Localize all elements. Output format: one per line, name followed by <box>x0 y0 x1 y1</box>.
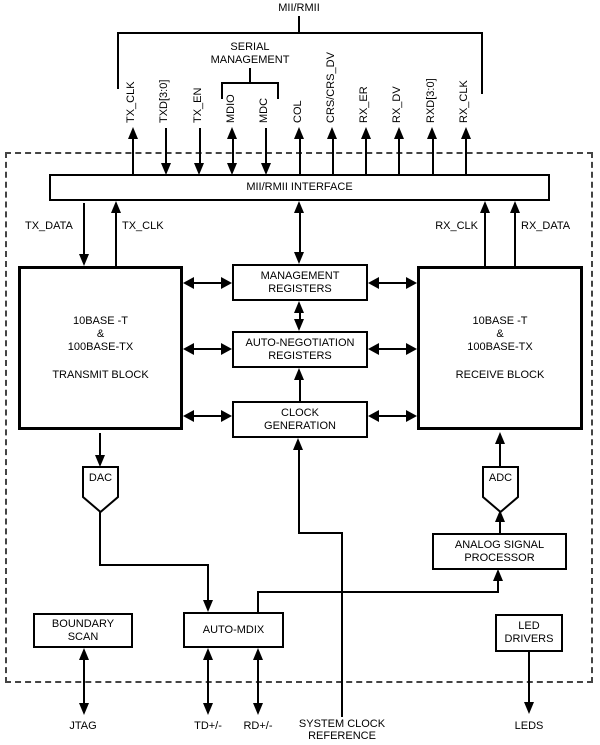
tx-mgmt-line <box>193 282 222 284</box>
signal-label-crs-crs-dv: CRS/CRS_DV <box>324 52 337 123</box>
receive-block-line2: & <box>496 328 504 340</box>
rx-clk-label: RX_CLK <box>435 220 478 232</box>
receive-block-line3: 100BASE-TX <box>467 341 533 353</box>
asp-line2: PROCESSOR <box>464 551 535 564</box>
bus-title-tick <box>298 16 300 33</box>
signal-label-rx-clk: RX_CLK <box>458 80 470 123</box>
sysclk-clockgen-line <box>298 449 300 533</box>
management-registers-line1: MANAGEMENT <box>260 269 340 282</box>
clock-generation-line2: GENERATION <box>264 419 336 432</box>
dac-automdix-line-h <box>99 564 209 566</box>
auto-mdix-box <box>183 612 284 648</box>
transmit-block-line2: & <box>96 328 105 340</box>
signal-label-mdc: MDC <box>258 97 271 123</box>
clock-generation-line1: CLOCK <box>281 406 319 419</box>
signal-arrowhead-up <box>361 127 371 139</box>
signal-arrowhead-up <box>227 127 237 139</box>
signal-line <box>199 128 201 164</box>
automdix-asp-line-h <box>257 591 499 593</box>
autoneg-rx-arrowhead-right <box>406 343 417 355</box>
automdix-asp-arrowhead <box>493 569 503 581</box>
rx-clk-line <box>484 212 486 266</box>
led-drivers-box <box>495 614 563 652</box>
boundary-scan-box <box>33 613 133 648</box>
td-arrowhead-down <box>203 703 213 715</box>
signal-line <box>398 139 400 175</box>
tx-clockgen-arrowhead-right <box>221 410 232 422</box>
transmit-block-line1: 10BASE -T <box>72 315 129 327</box>
rx-data-line <box>514 212 516 266</box>
serial-management-label <box>194 41 306 67</box>
tx-mgmt-arrowhead-right <box>221 277 232 289</box>
serial-bracket-tick <box>249 68 251 83</box>
leds-arrowhead <box>524 702 534 714</box>
signal-label-col: COL <box>291 100 304 123</box>
signal-arrowhead-up <box>327 127 337 139</box>
adc-label: ADC <box>488 472 513 484</box>
signal-label-rx-er: RX_ER <box>358 86 371 123</box>
system-clock-label <box>287 718 397 742</box>
signal-line <box>165 128 167 164</box>
td-line <box>207 658 209 705</box>
serial-bracket-right <box>277 82 279 99</box>
mgmt-rx-line <box>378 282 407 284</box>
sysclk-line-h <box>298 532 343 534</box>
transmit-block <box>18 266 183 430</box>
mii-mgmt-arrowhead-down <box>294 252 304 264</box>
serial-management-line1: SERIAL <box>230 41 270 53</box>
signal-arrowhead-up <box>461 127 471 139</box>
receive-block-title: RECEIVE BLOCK <box>455 369 545 381</box>
boundary-scan-line2: SCAN <box>67 630 99 643</box>
signal-line <box>365 139 367 175</box>
tx-clk-line <box>115 212 117 266</box>
rd-line <box>257 658 259 705</box>
mii-mgmt-line <box>299 212 301 253</box>
signal-line <box>332 139 334 175</box>
jtag-line <box>83 658 85 705</box>
signal-line <box>432 139 434 175</box>
signal-label-rx-dv: RX_DV <box>391 86 404 123</box>
tx-data-arrowhead <box>79 254 89 266</box>
signal-line <box>132 139 134 175</box>
tx-autoneg-line <box>193 348 222 350</box>
led-drivers-line2: DRIVERS <box>504 633 554 645</box>
clockgen-autoneg-line <box>299 379 301 401</box>
tx-autoneg-arrowhead-right <box>221 343 232 355</box>
receive-block-line1: 10BASE -T <box>472 315 528 327</box>
autoneg-registers-line1: AUTO-NEGOTIATION <box>245 336 355 349</box>
mgmt-rx-arrowhead-right <box>406 277 417 289</box>
adc-receive-line <box>499 443 501 467</box>
transmit-block-line3: 100BASE-TX <box>67 341 134 353</box>
dac-automdix-line-v2 <box>207 564 209 601</box>
auto-mdix-label: AUTO-MDIX <box>202 623 265 636</box>
rd-label: RD+/- <box>243 720 273 732</box>
boundary-scan-line1: BOUNDARY <box>51 617 115 630</box>
bus-bracket-left <box>117 32 119 89</box>
autoneg-rx-line <box>378 348 407 350</box>
mii-rmii-interface-label: MII/RMII INTERFACE <box>246 181 353 193</box>
tx-clockgen-line <box>193 415 222 417</box>
tx-data-label: TX_DATA <box>25 220 73 232</box>
bus-bracket-top <box>117 32 483 34</box>
dac-label: DAC <box>88 472 113 484</box>
bus-title: MII/RMII <box>278 2 320 14</box>
autoneg-registers-line2: REGISTERS <box>268 349 332 362</box>
rx-data-label: RX_DATA <box>521 220 571 232</box>
autoneg-registers-box <box>232 331 368 368</box>
signal-line <box>265 128 267 164</box>
signal-label-tx-clk: TX_CLK <box>125 81 137 123</box>
automdix-asp-line-v2 <box>497 580 499 593</box>
tx-data-line <box>83 203 85 255</box>
rd-arrowhead-down <box>253 703 263 715</box>
transmit-dac-line <box>99 433 101 456</box>
tx-clk-label: TX_CLK <box>122 220 164 232</box>
leds-label: LEDS <box>514 720 544 732</box>
signal-label-txd-3-0-: TXD[3:0] <box>158 79 171 123</box>
signal-line <box>232 139 234 164</box>
management-registers-box <box>232 264 368 301</box>
system-clock-line1: SYSTEM CLOCK <box>298 718 386 730</box>
mii-rmii-interface-box <box>49 174 550 201</box>
sysclk-line-v <box>341 532 343 717</box>
signal-arrowhead-up <box>128 127 138 139</box>
serial-management-line2: MANAGEMENT <box>210 54 290 66</box>
td-label: TD+/- <box>194 720 222 732</box>
mgmt-autoneg-arrowhead-down <box>294 319 304 331</box>
jtag-arrowhead-down <box>79 703 89 715</box>
management-registers-line2: REGISTERS <box>268 282 332 295</box>
automdix-asp-line-v1 <box>257 591 259 613</box>
jtag-label: JTAG <box>69 720 97 732</box>
dac-automdix-arrowhead <box>203 600 213 612</box>
serial-bracket-left <box>221 82 223 99</box>
signal-label-tx-en: TX_EN <box>191 87 204 123</box>
system-clock-line2: REFERENCE <box>308 730 376 742</box>
signal-arrowhead-up <box>394 127 404 139</box>
analog-signal-processor-box <box>432 533 567 570</box>
asp-line1: ANALOG SIGNAL <box>454 538 545 551</box>
clock-generation-box <box>232 401 368 438</box>
clockgen-rx-line <box>378 415 407 417</box>
transmit-block-title: TRANSMIT BLOCK <box>52 369 149 381</box>
signal-label-rxd-3-0-: RXD[3:0] <box>424 78 437 123</box>
signal-line <box>299 139 301 175</box>
bus-bracket-right <box>481 32 483 94</box>
led-drivers-line1: LED <box>518 620 540 632</box>
signal-arrowhead-up <box>427 127 437 139</box>
clockgen-rx-arrowhead-right <box>406 410 417 422</box>
receive-block <box>417 266 583 430</box>
signal-arrowhead-up <box>294 127 304 139</box>
dac-automdix-line-v1 <box>99 511 101 566</box>
leds-line <box>528 652 530 704</box>
signal-label-mdio: MDIO <box>224 94 237 123</box>
signal-line <box>465 139 467 175</box>
